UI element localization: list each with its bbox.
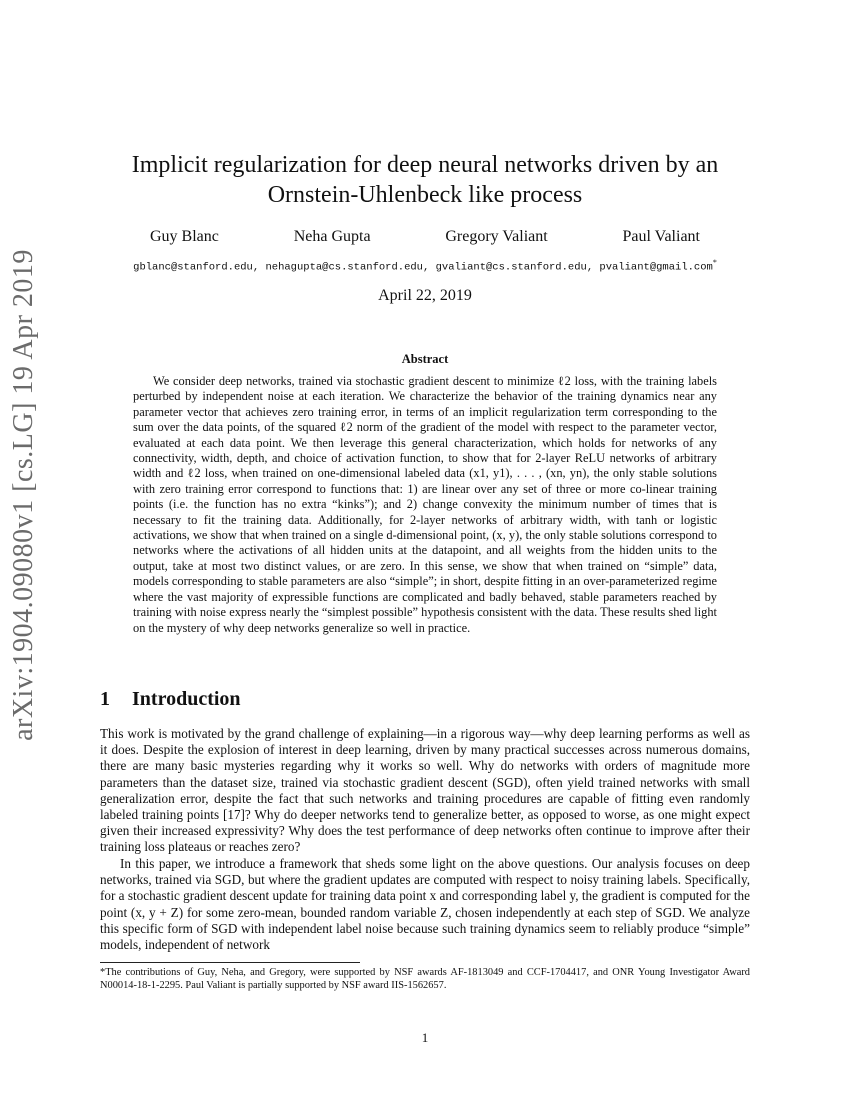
footnote-divider xyxy=(100,962,360,963)
author-name: Paul Valiant xyxy=(622,228,700,245)
introduction-paragraph-2: In this paper, we introduce a framework that sheds some light on the above questions. Our analysis focuses on deep networks, trained via SGD, but where the gradient updates are computed with respect to noisy training labels. Specifically, for a stochastic gradient descent update for training data point x and corresponding label y, the gradient is computed for the point (x, y + Z) for some zero-mean, bounded random variable Z, chosen independently at each step of SGD. We analyze this specific form of SGD with independent label noise because such training dynamics seem to reliably produce “simple” models, independent of network xyxy=(100,856,750,953)
footnote-marker: * xyxy=(712,258,717,267)
paper-title xyxy=(100,150,750,210)
author-emails xyxy=(80,258,770,274)
funding-footnote: *The contributions of Guy, Neha, and Gregory, were supported by NSF awards AF-1813049 and CCF-1704417, and ONR Young Investigator Award N00014-18-1-2295. Paul Valiant is partially supported by NSF award IIS-1562657. xyxy=(100,967,750,992)
section-number: 1 xyxy=(100,688,110,710)
title-line-1: Implicit regularization for deep neural networks driven by an xyxy=(131,152,719,178)
section-title: Introduction xyxy=(132,688,241,710)
publication-date: April 22, 2019 xyxy=(378,287,472,304)
arxiv-sidebar xyxy=(4,249,44,741)
section-heading-introduction xyxy=(100,688,241,711)
email-list: gblanc@stanford.edu, nehagupta@cs.stanford.edu, gvaliant@cs.stanford.edu, pvaliant@gmail.com xyxy=(133,261,713,274)
arxiv-identifier: arXiv:1904.09080v1 [cs.LG] 19 Apr 2019 xyxy=(8,249,39,741)
author-name: Neha Gupta xyxy=(293,228,371,245)
abstract-heading: Abstract xyxy=(401,352,449,366)
author-name: Gregory Valiant xyxy=(445,228,548,245)
abstract-text: We consider deep networks, trained via stochastic gradient descent to minimize ℓ2 loss, with the training labels perturbed by independent noise at each iteration. We characterize the behavior of the training dynamics near any parameter vector that achieves zero training error, in terms of an implicit regularization term corresponding to the sum over the data points, of the squared ℓ2 norm of the gradient of the model with respect to the parameter vector, evaluated at each data point. We then leverage this general characterization, which holds for networks of any connectivity, width, depth, and choice of activation function, to show that for 2-layer ReLU networks of arbitrary width and ℓ2 loss, when trained on one-dimensional labeled data (x1, y1), . . . , (xn, yn), the only stable solutions with zero training error correspond to functions that: 1) are linear over any set of three or more co-linear training points (i.e. the function has no extra “kinks”); and 2) change convexity the minimum number of times that is necessary to fit the training data. Additionally, for 2-layer networks of arbitrary width, with tanh or logistic activations, we show that when trained on a single d-dimensional point, (x, y), the only stable solutions correspond to networks where the activations of all hidden units at the datapoint, and all weights from the hidden units to the output, take at most two distinct values, or are zero. In this sense, we show that when trained on “simple” data, models corresponding to stable parameters are also “simple”; in short, despite fitting in an over-parameterized regime where the vast majority of expressible functions are complicated and badly behaved, stable parameters reached by training with noise express nearly the “simplest possible” hypothesis consistent with the data. These results shed light on the mystery of why deep networks generalize so well in practice. xyxy=(133,374,717,635)
author-list xyxy=(150,228,700,246)
page-number: 1 xyxy=(421,1030,429,1045)
introduction-paragraph-1: This work is motivated by the grand challenge of explaining—in a rigorous way—why deep learning performs as well as it does. Despite the explosion of interest in deep learning, driven by many practical successes across numerous domains, there are many basic mysteries regarding why it works so well. Why do networks with orders of magnitude more parameters than the dataset size, trained via stochastic gradient descent (SGD), often yield trained networks with small generalization error, despite the fact that such networks and training procedures are capable of fitting even randomly labeled training points [17]? Why do deeper networks tend to generalize better, as opposed to worse, as one might expect given their increased expressivity? Why does the test performance of deep networks often continue to improve after their training loss plateaus or reaches zero? xyxy=(100,726,750,855)
author-name: Guy Blanc xyxy=(150,228,219,245)
title-line-2: Ornstein-Uhlenbeck like process xyxy=(267,182,583,208)
